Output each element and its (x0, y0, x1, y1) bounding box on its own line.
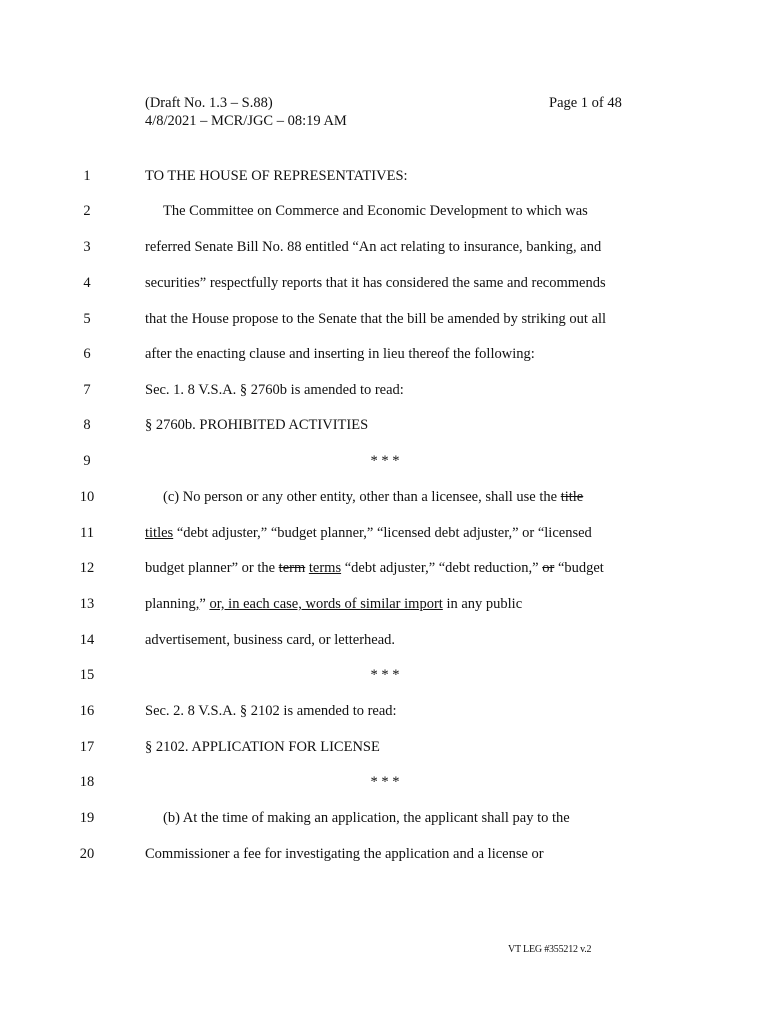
line-number: 17 (79, 739, 95, 755)
line-text: Sec. 2. 8 V.S.A. § 2102 is amended to read: (145, 703, 397, 719)
line-number: 18 (79, 774, 95, 790)
page-number: Page 1 of 48 (549, 95, 622, 111)
section-heading: § 2102. APPLICATION FOR LICENSE (145, 739, 380, 755)
line-number: 15 (79, 667, 95, 683)
omission-marker: * * * (370, 667, 400, 683)
inserted-text: titles (145, 525, 174, 541)
line-text: advertisement, business card, or letterhead. (145, 632, 396, 648)
line-text (163, 487, 583, 507)
struck-text: title (560, 489, 584, 505)
line-number: 3 (83, 239, 91, 255)
line-text: Sec. 1. 8 V.S.A. § 2760b is amended to read: (145, 382, 404, 398)
line-text: (b) At the time of making an application, the applicant shall pay to the (163, 810, 570, 826)
text-run: “budget (554, 560, 604, 576)
document-line (0, 844, 770, 864)
text-run: “debt adjuster,” “budget planner,” “licensed debt adjuster,” or “licensed (173, 525, 592, 541)
document-line (0, 344, 770, 364)
document-line (0, 737, 770, 757)
text-run: budget planner” or the (145, 560, 279, 576)
line-number: 5 (83, 311, 91, 327)
inserted-text: or, in each case, words of similar import (209, 596, 443, 612)
inserted-text: terms (308, 560, 342, 576)
line-text: after the enacting clause and inserting in lieu thereof the following: (145, 346, 535, 362)
line-text (145, 523, 592, 543)
document-line (0, 558, 770, 578)
line-number: 4 (83, 275, 91, 291)
text-run: planning (145, 596, 196, 612)
line-number: 20 (79, 846, 95, 862)
line-text: that the House propose to the Senate that the bill be amended by striking out all (145, 311, 607, 327)
text-run: ” (199, 596, 210, 612)
line-number: 9 (83, 453, 91, 469)
omission-marker: * * * (370, 453, 400, 469)
text-run: “debt adjuster,” “debt reduction,” (341, 560, 543, 576)
draft-date: 4/8/2021 – MCR/JGC – 08:19 AM (145, 113, 347, 129)
line-number: 12 (79, 560, 95, 576)
line-text (145, 594, 522, 614)
document-line (0, 594, 770, 614)
draft-number: (Draft No. 1.3 – S.88) (145, 95, 273, 111)
line-number: 13 (79, 596, 95, 612)
document-line (0, 166, 770, 186)
document-line (0, 701, 770, 721)
line-text: securities” respectfully reports that it has considered the same and recommends (145, 275, 606, 291)
document-line (0, 309, 770, 329)
document-line (0, 237, 770, 257)
document-line (0, 201, 770, 221)
document-line (0, 630, 770, 650)
text-run: (c) No person or any other entity, other than a licensee, shall use the (163, 489, 561, 505)
line-text: TO THE HOUSE OF REPRESENTATIVES: (145, 168, 408, 184)
inserted-text: , (195, 596, 200, 612)
document-line (0, 415, 770, 435)
document-line (0, 808, 770, 828)
line-number: 2 (83, 203, 91, 219)
line-number: 8 (83, 417, 91, 433)
line-text (145, 558, 604, 578)
struck-text: term (278, 560, 306, 576)
document-line (0, 487, 770, 507)
line-number: 11 (80, 525, 94, 541)
document-footer: VT LEG #355212 v.2 (508, 944, 592, 955)
line-text: referred Senate Bill No. 88 entitled “An act relating to insurance, banking, and (145, 239, 602, 255)
text-run: in any public (442, 596, 523, 612)
document-line (0, 665, 770, 685)
document-line (0, 523, 770, 543)
draft-info (145, 94, 347, 130)
line-number: 14 (79, 632, 95, 648)
document-line (0, 772, 770, 792)
line-text: Commissioner a fee for investigating the application and a license or (145, 846, 544, 862)
line-number: 16 (79, 703, 95, 719)
document-line (0, 273, 770, 293)
line-number: 10 (79, 489, 95, 505)
omission-marker: * * * (370, 774, 400, 790)
line-number: 6 (83, 346, 91, 362)
section-heading: § 2760b. PROHIBITED ACTIVITIES (145, 417, 369, 433)
struck-text: or (542, 560, 555, 576)
line-number: 19 (79, 810, 95, 826)
line-text: The Committee on Commerce and Economic Development to which was (163, 203, 588, 219)
document-line (0, 380, 770, 400)
document-line (0, 451, 770, 471)
line-number: 7 (83, 382, 91, 398)
line-number: 1 (83, 168, 91, 184)
